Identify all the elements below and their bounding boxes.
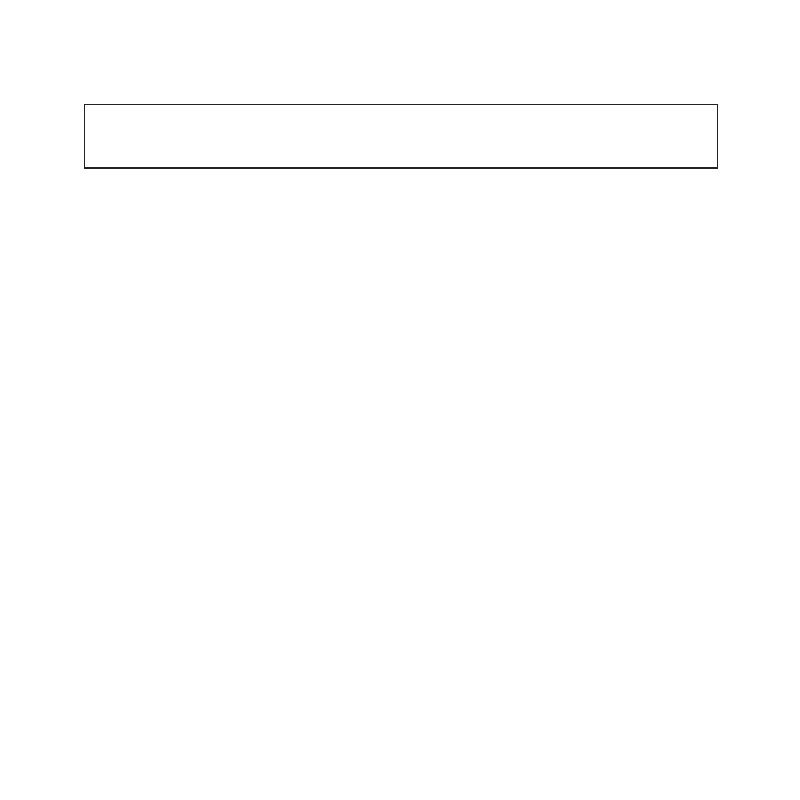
bottom-ruler: [384, 726, 770, 748]
top-ruler: [30, 52, 412, 100]
left-ruler: [30, 52, 78, 298]
table-title: [85, 105, 717, 168]
right-ruler: [742, 503, 768, 748]
size-table-sheet: [84, 104, 718, 169]
